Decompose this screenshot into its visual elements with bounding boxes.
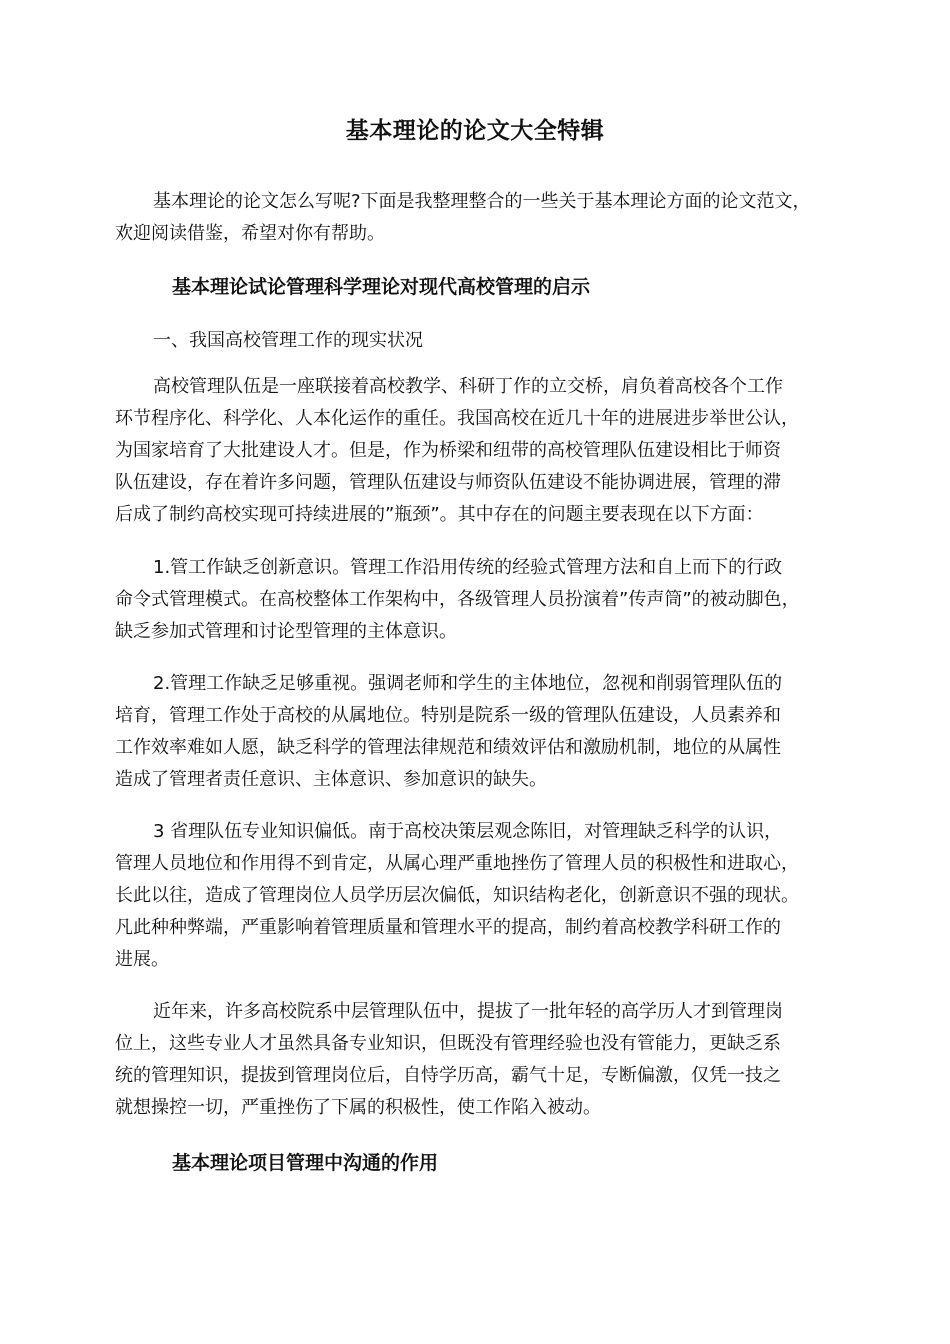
paragraph-line: 位上，这些专业人才虽然具备专业知识，但既没有管理经验也没有管能力，更缺乏系 <box>115 1033 781 1054</box>
paragraph-line: 1.管工作缺乏创新意识。管理工作沿用传统的经验式管理方法和自上而下的行政 <box>153 557 783 578</box>
paragraph-line: 为国家培育了大批建设人才。但是，作为桥梁和纽带的高校管理队伍建设相比于师资 <box>115 440 781 461</box>
paragraph-line: 进展。 <box>115 949 169 970</box>
intro-line: 基本理论的论文怎么写呢?下面是我整理整合的一些关于基本理论方面的论文范文， <box>153 191 811 212</box>
paragraph-5 <box>115 996 850 1124</box>
paragraph-line: 缺乏参加式管理和讨论型管理的主体意识。 <box>115 621 457 642</box>
intro-line: 欢迎阅读借鉴，希望对你有帮助。 <box>115 223 385 244</box>
section-heading-1: 基本理论试论管理科学理论对现代高校管理的启示 <box>172 276 591 298</box>
document-title: 基本理论的论文大全特辑 <box>345 118 605 144</box>
paragraph-line: 就想操控一切，严重挫伤了下属的积极性，使工作陷入被动。 <box>115 1097 601 1118</box>
subsection-heading: 一、我国高校管理工作的现实状况 <box>153 330 423 351</box>
paragraph-line: 2.管理工作缺乏足够重视。强调老师和学生的主体地位，忽视和削弱管理队伍的 <box>153 673 783 694</box>
paragraph-line: 造成了管理者责任意识、主体意识、参加意识的缺失。 <box>115 769 547 790</box>
paragraph-1 <box>115 371 850 531</box>
paragraph-line: 队伍建设，存在着许多问题，管理队伍建设与师资队伍建设不能协调进展，管理的滞 <box>115 472 781 493</box>
paragraph-line: 凡此种种弊端，严重影响着管理质量和管理水平的提高，制约着高校教学科研工作的 <box>115 917 781 938</box>
paragraph-line: 统的管理知识，提拔到管理岗位后，自恃学历高，霸气十足，专断偏激，仅凭一技之 <box>115 1065 781 1086</box>
paragraph-line: 高校管理队伍是一座联接着高校教学、科研丁作的立交桥，肩负着高校各个工作 <box>153 376 783 397</box>
paragraph-line: 近年来，许多高校院系中层管理队伍中，提拔了一批年轻的高学历人才到管理岗 <box>153 1001 783 1022</box>
paragraph-line: 环节程序化、科学化、人本化运作的重任。我国高校在近几十年的进展进步举世公认， <box>115 408 799 429</box>
section-heading-2: 基本理论项目管理中沟通的作用 <box>172 1152 439 1174</box>
paragraph-line: 长此以往，造成了管理岗位人员学历层次偏低，知识结构老化，创新意识不强的现状。 <box>115 885 799 906</box>
paragraph-line: 工作效率难如人愿，缺乏科学的管理法律规范和绩效评估和激励机制，地位的从属性 <box>115 737 781 758</box>
paragraph-line: 命令式管理模式。在高校整体工作架构中，各级管理人员扮演着”传声筒”的被动脚色， <box>115 589 800 610</box>
paragraph-2 <box>115 552 850 648</box>
paragraph-4 <box>115 816 850 976</box>
paragraph-line: 后成了制约高校实现可持续进展的”瓶颈”。其中存在的问题主要表现在以下方面： <box>115 504 764 525</box>
paragraph-line: 管理人员地位和作用得不到肯定，从属心理严重地挫伤了管理人员的积极性和进取心， <box>115 853 799 874</box>
paragraph-3 <box>115 668 850 796</box>
paragraph-line: 培育，管理工作处于高校的从属地位。特别是院系一级的管理队伍建设，人员素养和 <box>115 705 781 726</box>
intro-paragraph <box>115 186 850 250</box>
paragraph-line: 3 省理队伍专业知识偏低。南于高校决策层观念陈旧，对管理缺乏科学的认识， <box>153 821 783 842</box>
